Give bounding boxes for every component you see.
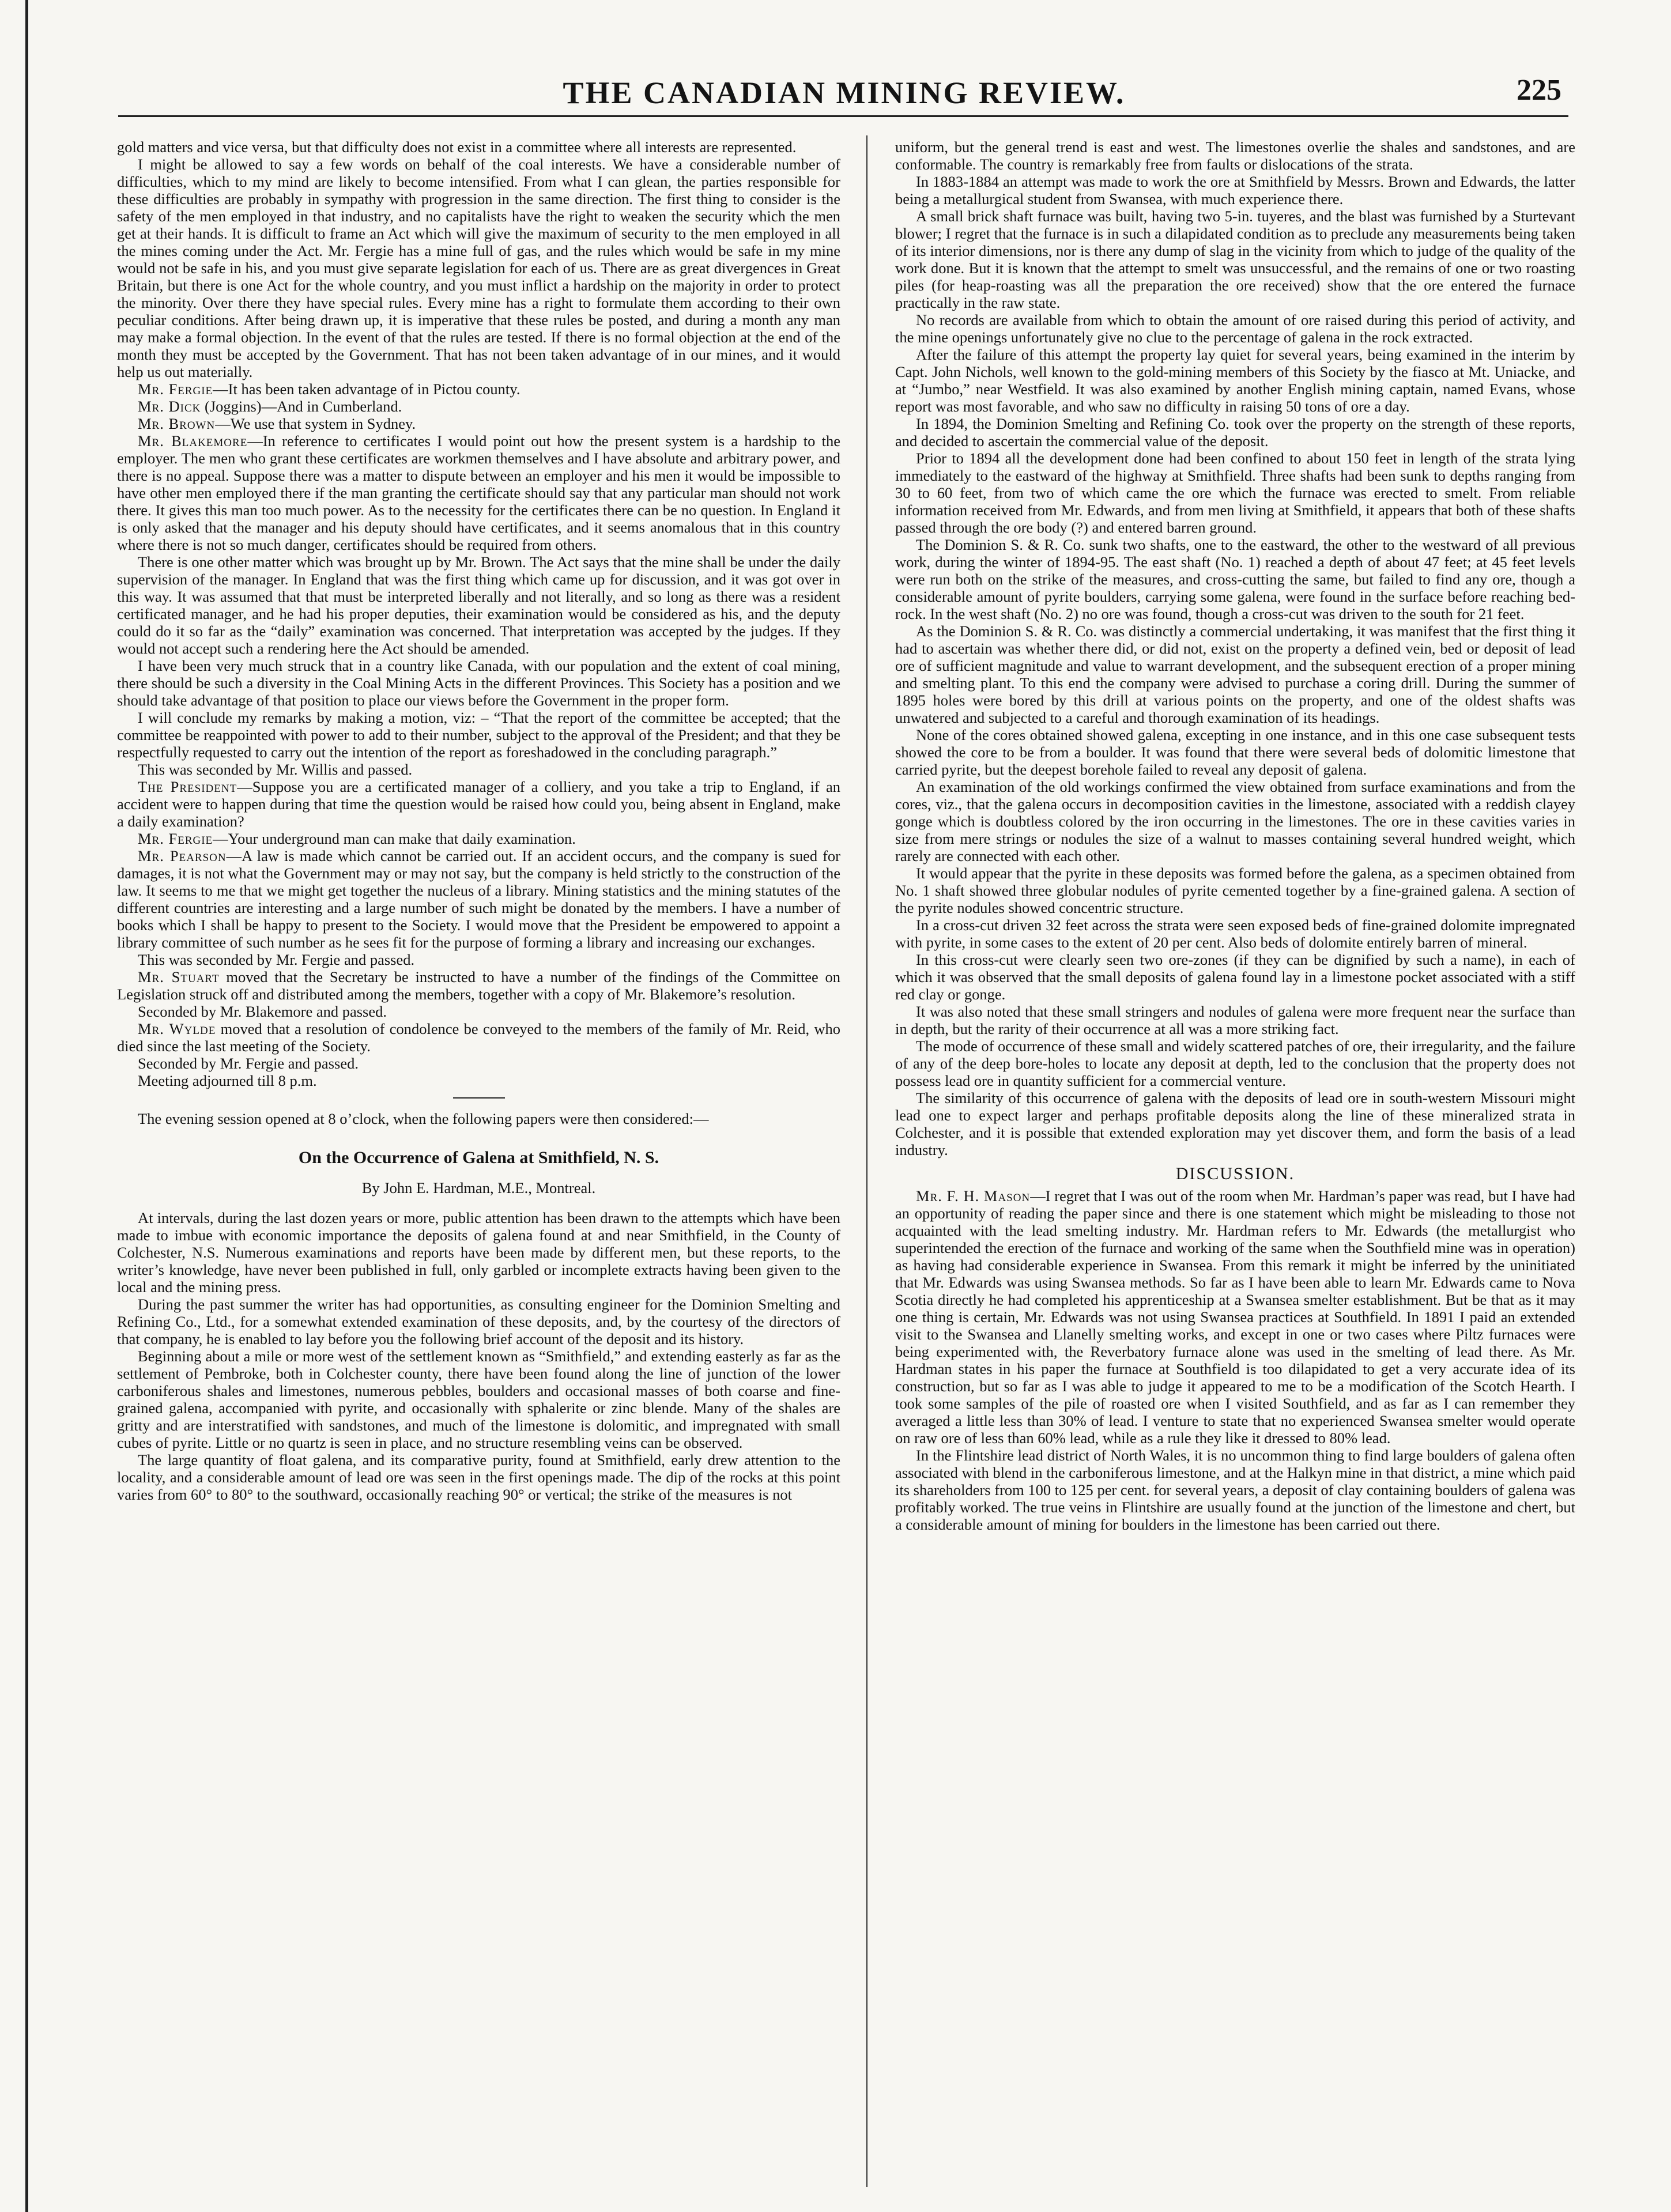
speech-text: —Suppose you are a certificated manager of a colliery, and you take a trip to England, if an accident were to happen during that time the question would be raised how could you, being absent in England, make a daily examination? — [117, 778, 840, 830]
speaker: Mr. Pearson — [138, 847, 227, 865]
paragraph: I might be allowed to say a few words on behalf of the coal interests. We have a considerable number of difficulties, which to my mind are likely to become intensified. From what I can glean, the parties responsible for these difficulties are probably in sympathy with progression in the same direction. The first thing to consider is the safety of the men employed in that industry, and no capitalists have the right to weaken the security which the men get at their hands. It is difficult to frame an Act which will give the maximum of security to the men employed in all the mines coming under the Act. Mr. Fergie has a mine full of gas, and the rules which would be safe in my mine would not be safe in his, and you must give separate legislation for each of us. There are as great divergences in Great Britain, but there is one Act for the whole country, and you must inflict a hardship on the majority in order to protect the minority. Over there they have special rules. Every mine has a right to formulate them according to their own peculiar conditions. After being drawn up, it is imperative that these rules be posted, and during a month any man may make a formal objection. In the event of that the rules are tested. If there is no formal objection at the end of the month they must be accepted by the Government. That has not been taken advantage of in our mines, and it would help us out materially. — [117, 156, 840, 380]
paragraph: Meeting adjourned till 8 p.m. — [138, 1072, 317, 1089]
speaker: Mr. Wylde — [138, 1020, 216, 1037]
paragraph: The mode of occurrence of these small and widely scattered patches of ore, their irregularity, and the failure of any of the deep bore-holes to locate any deposit at depth, led to the conclusion that the property does not possess lead ore in quantity sufficient for a commercial venture. — [895, 1037, 1575, 1089]
paragraph: The similarity of this occurrence of galena with the deposits of lead ore in south-western Missouri might lead one to expect larger and perhaps profitable deposits along the line of these mineralized strata in Colchester, and it is possible that extended exploration may yet discover them, and form the basis of a lead industry. — [895, 1089, 1575, 1158]
paragraph: gold matters and vice versa, but that difficulty does not exist in a committee where all interests are represented. — [117, 138, 797, 156]
left-paragraphs-b — [117, 553, 840, 778]
paragraph: At intervals, during the last dozen years or more, public attention has been drawn to the attempts which have been made to imbue with economic importance the deposits of galena found at and near Smithfield, in the County of Colchester, N.S. Numerous examinations and reports have been made by different men, but these reports, to the writer’s knowledge, have never been published in full, only garbled or incomplete extracts having been given to the local and the mining press. — [117, 1209, 840, 1296]
left-paragraphs-a — [117, 138, 840, 380]
speaker: Mr. Brown — [138, 415, 216, 432]
article-title: On the Occurrence of Galena at Smithfield, N. S. — [298, 1148, 659, 1167]
paragraph: In 1883-1884 an attempt was made to work the ore at Smithfield by Messrs. Brown and Edwards, the latter being a metallurgical student from Swansea, with much experience there. — [895, 173, 1575, 207]
paragraph: Seconded by Mr. Fergie and passed. — [138, 1055, 359, 1072]
paragraph: During the past summer the writer has had opportunities, as consulting engineer for the Dominion Smelting and Refining Co., Ltd., for a somewhat extended examination of these deposits, and, by the courtesy of the directors of that company, he is enabled to lay before you the following brief account of the deposit and its history. — [117, 1296, 840, 1347]
paragraph: None of the cores obtained showed galena, excepting in one instance, and in this one case subsequent tests showed the core to be from a boulder. It was found that there were several beds of dolomitic limestone that carried pyrite, but the deepest borehole failed to reveal any deposit of galena. — [895, 726, 1575, 778]
left-column — [117, 138, 840, 1503]
paragraph: The large quantity of float galena, and its comparative purity, found at Smithfield, early drew attention to the locality, and a considerable amount of lead ore was seen in the first openings made. The dip of the rocks at this point varies from 60° to 80° to the southward, occasionally reaching 90° or vertical; the strike of the measures is not — [117, 1451, 840, 1503]
paragraph: It was also noted that these small stringers and nodules of galena were more frequent near the surface than in depth, but the rarity of their occurrence at all was a more striking fact. — [895, 1003, 1575, 1037]
paragraph: Beginning about a mile or more west of the settlement known as “Smithfield,” and extending easterly as far as the settlement of Pembroke, both in Colchester county, there have been found along the line of junction of the lower carboniferous shales and limestones, numerous pebbles, boulders and occasional masses of both coarse and fine-grained galena, accompanied with pyrite, and occasionally with sphalerite or zinc blende. Many of the shales are gritty and are interstratified with sandstones, and much of the limestone is dolomitic, and impregnated with small cubes of pyrite. Little or no quartz is seen in place, and no structure resembling veins can be observed. — [117, 1347, 840, 1451]
speaker: Mr. Fergie — [138, 380, 213, 398]
speech-text: (Joggins)—And in Cumberland. — [201, 398, 402, 415]
paragraph: In 1894, the Dominion Smelting and Refining Co. took over the property on the strength of these reports, and decided to ascertain the commercial value of the deposit. — [895, 415, 1575, 450]
left-speeches-b — [117, 778, 840, 951]
speech-text: —We use that system in Sydney. — [215, 415, 416, 432]
speech — [117, 968, 840, 1003]
speech — [117, 1020, 840, 1055]
speech-text: —It has been taken advantage of in Pictou county. — [213, 380, 520, 398]
paragraph: Prior to 1894 all the development done had been confined to about 150 feet in length of the strata lying immediately to the eastward of the highway at Smithfield. Three shafts had been sunk to depths ranging from 30 to 60 feet, from two of which came the ore which the furnace was erected to smelt. From reliable information received from Mr. Edwards, and from men living at Smithfield, it appears that both of these shafts passed through the ore body (?) and entered barren ground. — [895, 450, 1575, 536]
page-number: 225 — [1517, 74, 1561, 107]
paragraph: A small brick shaft furnace was built, having two 5-in. tuyeres, and the blast was furnished by a Sturtevant blower; I regret that the furnace is in such a dilapidated condition as to preclude any measurements being taken of its interior dimensions, nor is there any dump of slag in the vicinity from which to judge of the quality of the work done. But it is known that the attempt to smelt was unsuccessful, and the remains of one or two roasting piles (for heap-roasting was all the preparation the ore received) show that the ore entered the furnace practically in the raw state. — [895, 207, 1575, 311]
header-rule — [118, 115, 1568, 117]
speech-text: moved that the Secretary be instructed to have a number of the findings of the Committee on Legislation struck off and distributed among the members, together with a copy of Mr. Blakemore’s resolution. — [117, 968, 840, 1003]
speaker: Mr. Blakemore — [138, 432, 248, 450]
speaker: Mr. Dick — [138, 398, 201, 415]
paragraph: It would appear that the pyrite in these deposits was formed before the galena, as a specimen obtained from No. 1 shaft showed three globular nodules of pyrite cemented together by a fine-grained galena. A section of the pyrite nodules showed concentric structure. — [895, 865, 1575, 916]
speech — [895, 1187, 1575, 1447]
speech — [117, 778, 840, 830]
paragraph: The Dominion S. & R. Co. sunk two shafts, one to the eastward, the other to the westward of all previous work, during the winter of 1894-95. The east shaft (No. 1) reached a depth of about 47 feet; at 45 feet levels were run both on the strike of the measures, and cross-cutting the same, but failed to find any ore, though a considerable amount of pyrite boulders, carrying some galena, were found in the surface before reaching bed-rock. In the west shaft (No. 2) no ore was found, though a cross-cut was driven to the south for 21 feet. — [895, 536, 1575, 622]
paragraph: Seconded by Mr. Blakemore and passed. — [138, 1003, 387, 1020]
speech-text: —In reference to certificates I would point out how the present system is a hardship to the employer. The men who grant these certificates are workmen themselves and I have absolute and arbitrary power, and there is no appeal. Suppose there was a matter to dispute between an employer and his men it would be impossible to have other men employed there if the man granting the certificate should say that any particular man should not work there. It gives this man too much power. As to the necessity for the certificates there can be no question. In England it is only asked that the manager and his deputy should have certificates, and it seems anomalous that in this country where there is not so much danger, certificates should be required from others. — [117, 432, 840, 553]
evening-session: The evening session opened at 8 o’clock, when the following papers were then considered:— — [138, 1110, 709, 1127]
speaker: The President — [138, 778, 237, 795]
paragraph: There is one other matter which was brought up by Mr. Brown. The Act says that the mine shall be under the daily supervision of the manager. In England that was the first thing which came up for discussion, and it was got over in this way. It was assumed that that must be interpreted liberally and not literally, and so long as there was a resident certificated manager, and he had his proper deputies, their examination would be considered as his, and the deputy could do it so far as the “daily” examination was concerned. That interpretation was accepted by the judges. If they would not accept such a rendering here the Act should be amended. — [117, 553, 840, 657]
speech — [117, 415, 840, 432]
speaker: Mr. F. H. Mason — [916, 1187, 1031, 1205]
article-body — [117, 1209, 840, 1503]
speech — [117, 398, 840, 415]
speech — [117, 847, 840, 951]
running-header — [115, 70, 1573, 111]
paragraph: An examination of the old workings confirmed the view obtained from surface examinations and from the cores, viz., that the galena occurs in decomposition cavities in the limestone, associated with a reddish clayey gonge which is doubtless colored by the iron occurring in the limestones. The ore in these cavities varies in size from mere strings or nodules the size of a walnut to masses containing several hundred weight, which rarely are connected with each other. — [895, 778, 1575, 865]
speech-text: moved that a resolution of condolence be conveyed to the members of the family of Mr. Reid, who died since the last meeting of the Society. — [117, 1020, 840, 1055]
speech-text: —Your underground man can make that daily examination. — [213, 830, 576, 847]
speech-text: —A law is made which cannot be carried out. If an accident occurs, and the company is sued for damages, it is not what the Government may or may not say, but the company is held strictly to the construction of the law. It seems to me that we might get together the nucleus of a library. Mining statistics and the mining statutes of the different countries are interesting and a large number of such might be donated by the members. I have a number of books which I shall be happy to present to the Society. I would move that the President be empowered to appoint a library committee of such number as he sees fit for the purpose of forming a library and increasing our exchanges. — [117, 847, 841, 951]
binding-edge-rule — [25, 0, 28, 2212]
paragraph: This was seconded by Mr. Willis and passed. — [138, 761, 413, 778]
journal-title: THE CANADIAN MINING REVIEW. — [563, 76, 1126, 110]
speech-text: —I regret that I was out of the room when Mr. Hardman’s paper was read, but I have had an opportunity of reading the paper since and there is one statement which might be misleading to those not acquainted with the lead smelting industry. Mr. Hardman refers to Mr. Edwards (the metallurgist who superintended the erection of the furnace and working of the same when the Southfield mine was in operation) as having had considerable experience in Swansea. From this remark it might be inferred by the uninitiated that Mr. Edwards was using Swansea methods. So far as I have been able to learn Mr. Edwards came to Nova Scotia directly he had completed his apprenticeship at a Swansea smelter establishment. But be that as it may one thing is certain, Mr. Edwards was not using Swansea practices at Southfield. In 1891 I paid an extended visit to the Swansea and Llanelly smelting works, and except in one or two cases where Piltz furnaces were being experimented with, the Reverbatory furnace alone was used in the smelting of lead there. As Mr. Hardman states in his paper the furnace at Southfield is too dilapidated to get a very accurate idea of its construction, but so far as I was able to judge it appeared to me to be a modification of the Scotch Hearth. I took some samples of the pile of roasted ore when I visited Southfield, and as far as I can remember they averaged a little less than 30% of lead. I venture to state that no experienced Swansea smelter would operate on raw ore of less than 60% lead, while as a rule they like it dressed to 80% lead. — [895, 1187, 1575, 1447]
paragraph: I have been very much struck that in a country like Canada, with our population and the extent of coal mining, there should be such a diversity in the Coal Mining Acts in the different Provinces. This Society has a position and we should take advantage of that position to place our views before the Government in the proper form. — [117, 657, 840, 709]
section-divider — [453, 1097, 505, 1099]
right-column — [895, 138, 1575, 1533]
speaker: Mr. Fergie — [138, 830, 213, 847]
paragraph: As the Dominion S. & R. Co. was distinctly a commercial undertaking, it was manifest that the first thing it had to ascertain was whether there did, or did not, exist on the property a defined vein, bed or deposit of lead ore of sufficient magnitude and value to warrant development, and the subsequent erection of a proper mining and smelting plant. To this end the company were advised to purchase a coring drill. During the summer of 1895 holes were bored by this drill at various points on the property, and one of the oldest shafts was unwatered and subjected to a careful and thorough examination of its headings. — [895, 622, 1575, 726]
paragraph: uniform, but the general trend is east and west. The limestones overlie the shales and sandstones, and are conformable. The country is remarkably free from faults or dislocations of the strata. — [895, 138, 1575, 173]
speaker: Mr. Stuart — [138, 968, 220, 986]
paragraph: This was seconded by Mr. Fergie and passed. — [138, 951, 415, 968]
speech — [117, 432, 840, 553]
byline: By John E. Hardman, M.E., Montreal. — [361, 1179, 596, 1196]
column-rule — [866, 135, 867, 2187]
paragraph: I will conclude my remarks by making a motion, viz: – “That the report of the committee be accepted; that the committee be reappointed with power to add to their number, subject to the approval of the President; and that they be respectfully requested to carry out the intention of the report as foreshadowed in the concluding paragraph.” — [117, 709, 840, 761]
paragraph: No records are available from which to obtain the amount of ore raised during this period of activity, and the mine openings unfortunately give no clue to the percentage of galena in the rock extracted. — [895, 311, 1575, 346]
speech — [117, 380, 840, 398]
speech — [117, 830, 840, 847]
paragraph: After the failure of this attempt the property lay quiet for several years, being examined in the interim by Capt. John Nichols, well known to the gold-mining members of this Society by the fiasco at Mt. Uniacke, and at “Jumbo,” near Westfield. It was also examined by another English mining captain, named Evans, whose report was most favorable, and who saw no difficulty in raising 50 tons of ore a day. — [895, 346, 1575, 415]
left-speeches-a — [117, 380, 840, 553]
paragraph: In the Flintshire lead district of North Wales, it is no uncommon thing to find large boulders of galena often associated with blend in the carboniferous limestone, and at the Halkyn mine in that district, a mine which paid its shareholders from 100 to 125 per cent. for several years, a deposit of clay containing boulders of galena was profitably worked. The true veins in Flintshire are usually found at the junction of the limestone and chert, but a considerable amount of mining for boulders in the limestone has been carried out there. — [895, 1447, 1575, 1533]
paragraph: In a cross-cut driven 32 feet across the strata were seen exposed beds of fine-grained dolomite impregnated with pyrite, in some cases to the extent of 20 per cent. Also beds of dolomite entirely barren of mineral. — [895, 916, 1575, 951]
discussion-heading: DISCUSSION. — [1175, 1164, 1295, 1183]
paragraph: In this cross-cut were clearly seen two ore-zones (if they can be dignified by such a name), in each of which it was observed that the small deposits of galena found lay in a limestone pocket associated with a stiff red clay or gonge. — [895, 951, 1575, 1003]
